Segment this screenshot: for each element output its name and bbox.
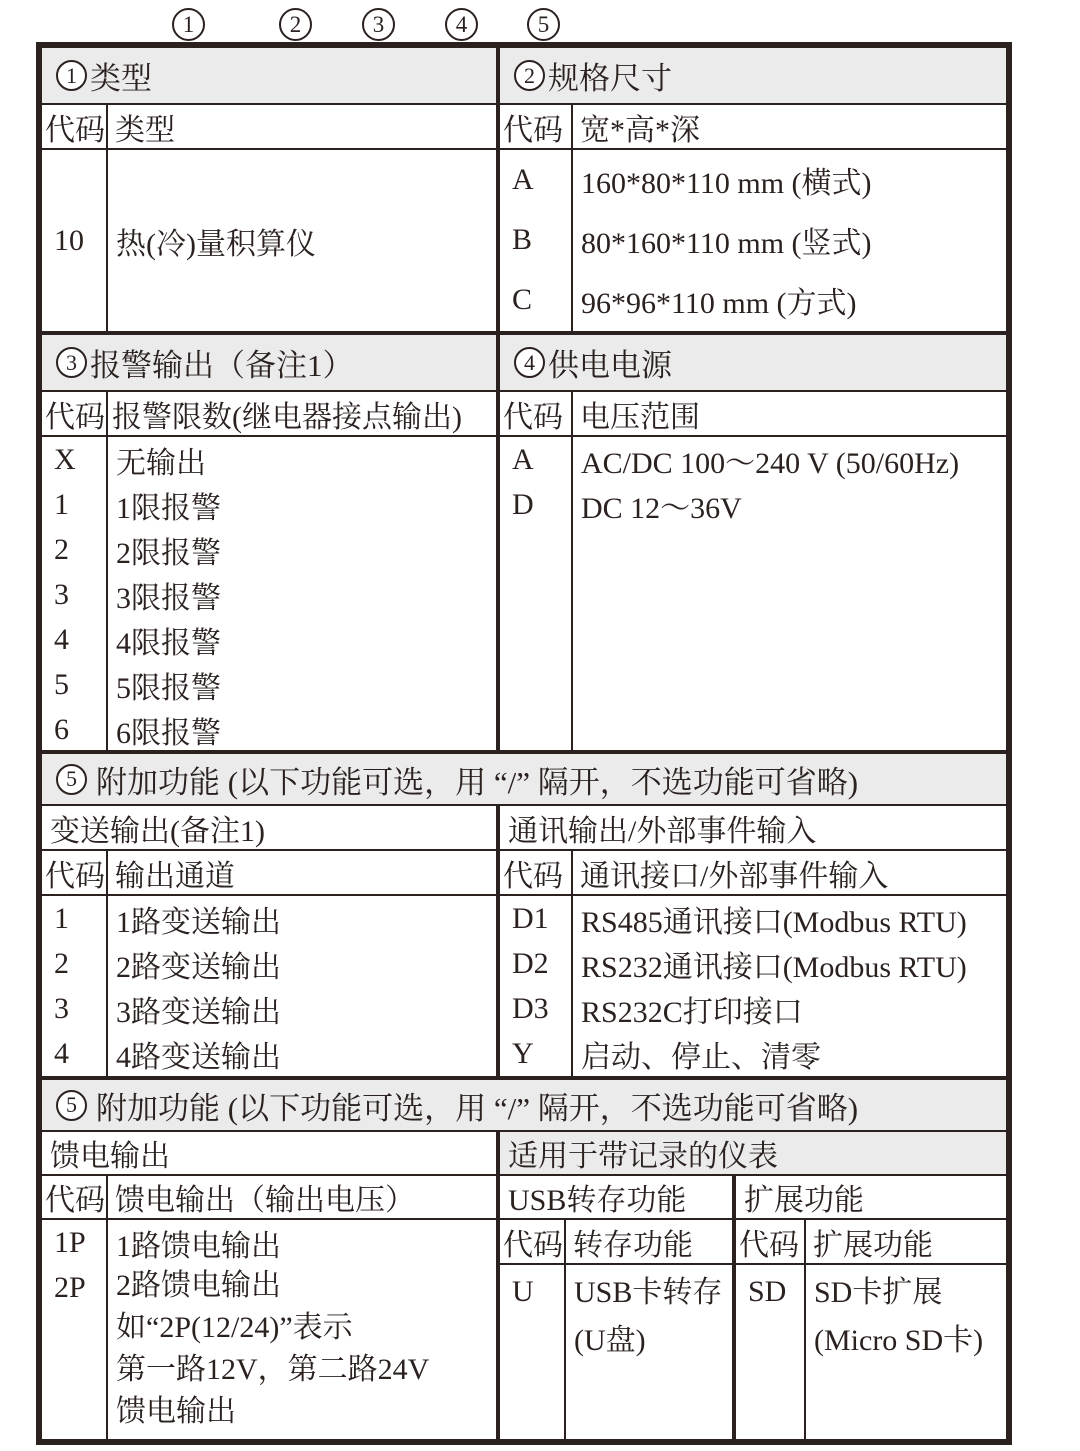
desc-cell: 4限报警 <box>116 626 221 660</box>
col-header-desc: 宽*高*深 <box>580 113 700 147</box>
band-additional-1 <box>42 750 1006 1076</box>
section-5b-banner <box>42 1080 1006 1132</box>
extension-group-header <box>736 1220 1006 1265</box>
code-cell: 4 <box>54 622 69 656</box>
desc-line: SD卡扩展 <box>814 1276 943 1309</box>
desc-cell: DC 12～36V <box>581 491 742 525</box>
circled-4-icon: 4 <box>514 347 545 378</box>
circled-2-icon: 2 <box>514 60 545 91</box>
col-header-desc: 转存功能 <box>573 1228 693 1262</box>
desc-cell: AC/DC 100～240 V (50/60Hz) <box>581 446 960 480</box>
comm-body <box>500 896 1006 1076</box>
section-4-body <box>500 437 1006 750</box>
desc-cell: 5限报警 <box>116 671 221 705</box>
usb-group-body <box>500 1265 732 1439</box>
desc-multiline <box>806 1265 1006 1365</box>
extension-group-body <box>736 1265 1006 1439</box>
feed-header <box>42 1176 496 1220</box>
col-header-code: 代码 <box>42 392 108 435</box>
usb-group-header <box>500 1220 732 1265</box>
code-cell: 3 <box>54 577 69 611</box>
code-cell: 1 <box>54 487 69 521</box>
code-cell: 6 <box>54 712 69 746</box>
code-cell: 2 <box>54 946 69 980</box>
feed-output-subtitle: 馈电输出 <box>42 1132 496 1176</box>
code-cell: 10 <box>54 223 84 257</box>
col-header-desc: 类型 <box>115 113 175 147</box>
col-header-desc: 报警限数(继电器接点输出) <box>112 400 462 434</box>
col-header-code: 代码 <box>42 105 108 148</box>
section-2-label: 规格尺寸 <box>548 61 672 96</box>
circled-1-icon: 1 <box>56 60 87 91</box>
usb-group-title: USB转存功能 <box>500 1176 732 1220</box>
col-header-desc: 输出通道 <box>115 859 235 893</box>
recorder-subtitle: 适用于带记录的仪表 <box>500 1132 1006 1176</box>
extension-group-title: 扩展功能 <box>736 1176 1006 1220</box>
code-cell: D1 <box>512 901 549 935</box>
desc-cell: 1路馈电输出 <box>116 1229 281 1263</box>
col-header-desc: 馈电输出（输出电压） <box>115 1184 415 1217</box>
desc-line: (U盘) <box>574 1324 646 1357</box>
marker-5-icon: 5 <box>527 8 560 41</box>
section-1-label: 类型 <box>90 61 152 96</box>
section-1-body <box>42 150 496 331</box>
code-cell: U <box>512 1274 534 1308</box>
section-5a-banner <box>42 754 1006 806</box>
transmit-header <box>42 851 496 896</box>
column-markers <box>0 6 1080 44</box>
code-cell: SD <box>748 1274 787 1308</box>
code-cell: 1P <box>54 1225 86 1259</box>
circled-5-icon: 5 <box>56 1090 87 1121</box>
extension-group <box>736 1176 1006 1439</box>
circled-5-icon: 5 <box>56 764 87 795</box>
desc-cell: 96*96*110 mm (方式) <box>581 287 857 320</box>
section-4-label: 供电电源 <box>548 348 672 383</box>
desc-cell: 80*160*110 mm (竖式) <box>581 227 872 260</box>
desc-cell: 160*80*110 mm (横式) <box>581 167 872 200</box>
feed-body <box>42 1220 496 1439</box>
desc-cell: 2限报警 <box>116 536 221 570</box>
section-3-header <box>42 392 496 437</box>
desc-cell: 启动、停止、清零 <box>581 1040 821 1074</box>
usb-group <box>500 1176 736 1439</box>
col-header-code: 代码 <box>736 1220 806 1263</box>
code-cell: 3 <box>54 991 69 1025</box>
comm-header <box>500 851 1006 896</box>
code-cell: A <box>512 442 534 476</box>
code-cell: D3 <box>512 991 549 1025</box>
col-header-code: 代码 <box>500 1220 566 1263</box>
desc-line: 如“2P(12/24)”表示 <box>116 1311 353 1344</box>
desc-line: 馈电输出 <box>116 1395 236 1428</box>
desc-cell: 4路变送输出 <box>116 1040 281 1074</box>
desc-cell: 1路变送输出 <box>116 905 281 939</box>
code-cell: X <box>54 442 76 476</box>
section-2-body <box>500 150 1006 331</box>
code-cell: Y <box>512 1036 534 1070</box>
col-header-code: 代码 <box>500 851 573 894</box>
code-cell: 1 <box>54 901 69 935</box>
section-3-label: 报警输出（备注1） <box>90 348 354 383</box>
col-header-desc: 通讯接口/外部事件输入 <box>580 859 889 893</box>
desc-cell: 3限报警 <box>116 581 221 615</box>
code-cell: C <box>512 283 533 316</box>
transmit-body <box>42 896 496 1076</box>
desc-cell: RS232C打印接口 <box>581 995 803 1029</box>
code-cell: B <box>512 223 533 256</box>
desc-line: 2路馈电输出 <box>116 1269 281 1302</box>
desc-line: (Micro SD卡) <box>814 1324 984 1357</box>
band-alarm-power <box>42 331 1006 750</box>
marker-3-icon: 3 <box>362 8 395 41</box>
section-2-title <box>500 48 1006 105</box>
section-4-title <box>500 335 1006 392</box>
band-additional-2 <box>42 1076 1006 1439</box>
desc-line: USB卡转存 <box>574 1276 723 1309</box>
selection-table <box>36 42 1012 1445</box>
desc-line: 第一路12V，第二路24V <box>116 1353 430 1386</box>
desc-cell: 6限报警 <box>116 716 221 750</box>
col-header-code: 代码 <box>42 1176 108 1218</box>
desc-cell: 3路变送输出 <box>116 995 281 1029</box>
section-5b-label: 附加功能 (以下功能可选，用 “/” 隔开，不选功能可省略) <box>96 1090 859 1126</box>
marker-2-icon: 2 <box>279 8 312 41</box>
section-4-header <box>500 392 1006 437</box>
desc-multiline <box>566 1265 732 1365</box>
marker-1-icon: 1 <box>172 8 205 41</box>
desc-cell: RS485通讯接口(Modbus RTU) <box>581 905 967 939</box>
col-header-code: 代码 <box>500 392 573 435</box>
code-cell: A <box>512 163 534 196</box>
section-2-header <box>500 105 1006 150</box>
desc-cell: RS232通讯接口(Modbus RTU) <box>581 950 967 984</box>
desc-cell: 无输出 <box>116 446 206 480</box>
transmit-output-subtitle: 变送输出(备注1) <box>42 806 496 851</box>
comm-output-subtitle: 通讯输出/外部事件输入 <box>500 806 1006 851</box>
col-header-code: 代码 <box>42 851 108 894</box>
desc-cell: 2路变送输出 <box>116 950 281 984</box>
code-cell: 4 <box>54 1036 69 1070</box>
col-header-code: 代码 <box>500 105 573 148</box>
desc-cell: 1限报警 <box>116 491 221 525</box>
code-cell: D <box>512 487 534 521</box>
col-header-desc: 扩展功能 <box>813 1228 933 1262</box>
section-1-header <box>42 105 496 150</box>
section-3-title <box>42 335 496 392</box>
marker-4-icon: 4 <box>445 8 478 41</box>
band-type-size <box>42 48 1006 331</box>
desc-cell: 热(冷)量积算仪 <box>116 227 316 261</box>
section-3-body <box>42 437 496 750</box>
code-cell: 5 <box>54 667 69 701</box>
code-cell: 2P <box>54 1270 86 1304</box>
section-5a-label: 附加功能 (以下功能可选，用 “/” 隔开，不选功能可省略) <box>96 764 859 800</box>
desc-multiline <box>108 1265 496 1433</box>
col-header-desc: 电压范围 <box>580 400 700 434</box>
code-cell: D2 <box>512 946 549 980</box>
section-1-title <box>42 48 496 105</box>
circled-3-icon: 3 <box>56 347 87 378</box>
code-cell: 2 <box>54 532 69 566</box>
